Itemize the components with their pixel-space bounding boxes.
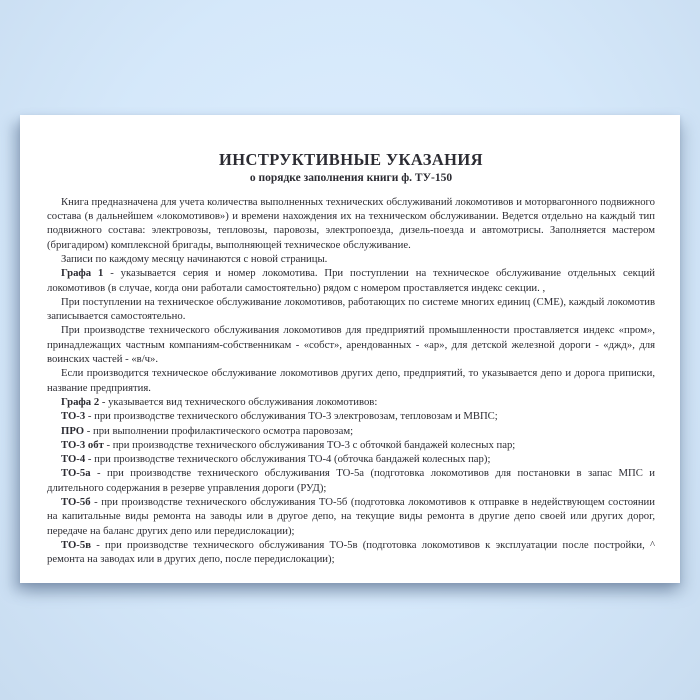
paragraph-text: - при производстве технического обслуживания ТО-4 (обточка бандажей колесных пар); xyxy=(85,453,491,466)
paragraph-other-depot xyxy=(47,366,655,395)
paragraph-pro xyxy=(47,424,655,438)
paragraph-text: - при производстве технического обслуживания ТО-5б (подготовка локомотивов к отправке в недействующем состоянии на капитальные виды ремонта на заводы или в другое депо, на текущие виды ремонта в другие депо своей или других дорог, передаче на баланс других депо или передислокации); xyxy=(47,496,655,537)
paragraph-text: Книга предназначена для учета количества выполненных технических обслуживаний локомотивов и моторвагонного подвижного состава (в дальнейшем «локомотивов») и времени нахождения их на техническом обслуживании. Ведется отдельно на каждый тип подвижного состава: электровозы, тепловозы, паровозы, электропоезда, дизель-поезда и автомотрисы. Заполняется мастером (бригадиром) комплексной бригады, выполняющей техническое обслуживание. xyxy=(47,195,655,251)
paragraph-lead: ТО-5в xyxy=(61,538,91,551)
paragraph-text: - при производстве технического обслуживания ТО-5а (подготовка локомотивов для постановки в запас МПС и длительного содержания в резерве управления дороги (РУД); xyxy=(47,467,655,494)
paragraph-to-5b xyxy=(47,495,655,538)
paragraph-text: - указывается вид технического обслуживания локомотивов: xyxy=(99,395,378,408)
paragraph-sme xyxy=(47,295,655,324)
paragraph-text: - при производстве технического обслуживания ТО-5в (подготовка локомотивов к эксплуатации после постройки, ^ ремонта на заводах или в других депо, после передислокации); xyxy=(47,538,655,566)
paragraph-text: При производстве технического обслуживания локомотивов для предприятий промышленности проставляется индекс «пром», принадлежащих частным компаниям-собственникам - «собст», арендованных - «ар», для детской железной дороги - «джд», для воинских частей - «в/ч». xyxy=(47,324,655,366)
paragraph-records xyxy=(47,252,655,266)
document-subtitle: о порядке заполнения книги ф. ТУ-150 xyxy=(249,171,453,184)
paragraph-text: Записи по каждому месяцу начинаются с новой страницы. xyxy=(61,252,328,265)
document-title: ИНСТРУКТИВНЫЕ УКАЗАНИЯ xyxy=(219,150,483,169)
paragraph-text: - при производстве технического обслуживания ТО-3 электровозам, тепловозам и МВПС; xyxy=(85,410,498,423)
paragraph-grafa-1 xyxy=(47,266,655,295)
paragraph-to-3 xyxy=(47,409,655,423)
paragraph-lead: ТО-3 xyxy=(61,410,86,423)
document-page xyxy=(20,115,680,583)
paragraph-text: - при производстве технического обслуживания ТО-3 с обточкой бандажей колесных пар; xyxy=(103,438,516,451)
paragraph-text: - указывается серия и номер локомотива. При поступлении на техническое обслуживание отдельных секций локомотивов (в случае, когда они работали самостоятельно) рядом с номером проставляется индекс секции. , xyxy=(47,267,655,294)
paragraph-index-codes xyxy=(47,323,655,366)
paragraph-lead: ТО-5а xyxy=(61,467,91,480)
document-content xyxy=(20,115,680,583)
paragraph-to-5a xyxy=(47,466,655,495)
paragraph-lead: Графа 1 xyxy=(61,267,104,280)
paragraph-grafa-2 xyxy=(47,395,655,409)
paragraph-text: Если производится техническое обслуживание локомотивов других депо, предприятий, то указывается депо и дорога приписки, название предприятия. xyxy=(47,367,655,394)
paragraph-to-5v xyxy=(47,538,655,567)
paragraph-intro xyxy=(47,195,655,252)
document-body xyxy=(47,195,655,567)
paragraph-lead: ТО-4 xyxy=(61,453,86,466)
paragraph-lead: Графа 2 xyxy=(61,395,100,408)
paragraph-lead: ПРО xyxy=(61,424,85,437)
paragraph-to-4 xyxy=(47,452,655,466)
paragraph-text: При поступлении на техническое обслуживание локомотивов, работающих по системе многих единиц (СМЕ), каждый локомотив записывается самостоятельно. xyxy=(47,295,655,323)
paragraph-to-3-obt xyxy=(47,438,655,452)
paragraph-lead: ТО-3 обт xyxy=(61,438,104,451)
paragraph-text: - при выполнении профилактического осмотра паровозам; xyxy=(84,424,354,437)
paragraph-lead: ТО-5б xyxy=(61,496,91,508)
